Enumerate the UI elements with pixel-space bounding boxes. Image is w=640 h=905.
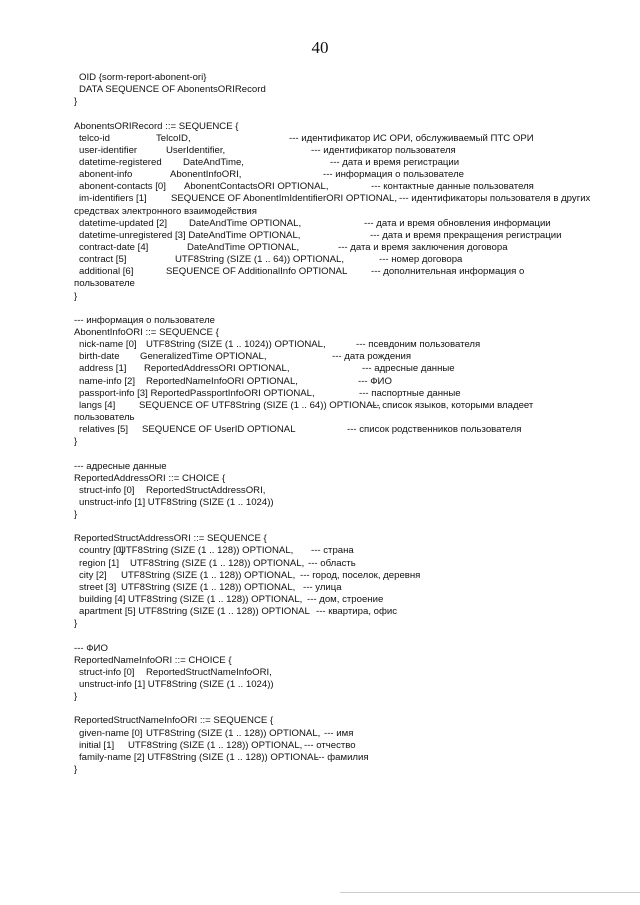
code-text: UTF8String (SIZE (1 .. 128)) OPTIONAL, [128, 594, 303, 606]
code-text: ReportedStructNameInfoORI ::= SEQUENCE { [74, 715, 274, 727]
code-text: SEQUENCE OF UserID OPTIONAL [142, 424, 296, 436]
comment-text: --- адресные данные [74, 460, 167, 472]
comment-text: --- отчество [304, 739, 356, 751]
code-text: nick-name [0] [79, 339, 137, 351]
code-line [74, 400, 634, 412]
code-text: SEQUENCE OF AbonentImIdentifierORI OPTIONAL, [171, 193, 398, 205]
code-text: initial [1] [79, 739, 115, 751]
code-text: datetime-unregistered [3] DateAndTime OPTIONAL, [79, 229, 301, 241]
code-text: abonent-contacts [0] [79, 181, 166, 193]
code-text: struct-info [0] [79, 484, 135, 496]
comment-text: --- контактные данные пользователя [371, 181, 534, 193]
comment-text: --- фамилия [315, 751, 369, 763]
code-line [74, 327, 634, 339]
comment-text: --- адресные данные [362, 363, 455, 375]
comment-text: --- информация о пользователе [323, 169, 465, 181]
comment-text: --- номер договора [379, 254, 463, 266]
code-text: AbonentsORIRecord ::= SEQUENCE { [74, 120, 239, 132]
code-line [74, 582, 634, 594]
code-text: ReportedStructAddressORI, [146, 484, 266, 496]
code-text: ReportedStructAddressORI ::= SEQUENCE { [74, 533, 267, 545]
code-line [74, 254, 634, 266]
code-line [74, 266, 634, 278]
code-line [74, 509, 634, 521]
code-text: region [1] [79, 557, 120, 569]
code-text: street [3] [79, 581, 117, 593]
code-text: } [74, 691, 78, 703]
code-line [74, 218, 634, 230]
code-line [74, 121, 634, 133]
code-line [74, 461, 634, 473]
comment-text: --- дата и время обновления информации [364, 217, 551, 229]
code-text: ReportedAddressORI OPTIONAL, [144, 363, 290, 375]
comment-text: --- паспортные данные [359, 387, 461, 399]
code-line [74, 618, 634, 630]
code-line [74, 728, 634, 740]
code-text: abonent-info [79, 169, 133, 181]
code-line [74, 497, 634, 509]
code-text: passport-info [3] ReportedPassportInfoORI OPTIONAL, [79, 387, 315, 399]
code-text: } [74, 436, 78, 448]
code-text: telco-id [79, 132, 110, 144]
code-text: средствах электронного взаимодействия [74, 205, 257, 217]
comment-text: --- дом, строение [307, 594, 384, 606]
code-text: ReportedNameInfoORI ::= CHOICE { [74, 654, 232, 666]
code-text: struct-info [0] [79, 666, 135, 678]
code-line [74, 242, 634, 254]
code-text: apartment [5] UTF8String (SIZE (1 .. 128)) OPTIONAL [79, 606, 310, 618]
code-text: UTF8String (SIZE (1 .. 64)) OPTIONAL, [175, 254, 344, 266]
code-text: GeneralizedTime OPTIONAL, [140, 351, 267, 363]
code-line [74, 764, 634, 776]
code-line [74, 339, 634, 351]
code-text: } [74, 764, 78, 776]
code-line [74, 363, 634, 375]
page-edge-line [340, 892, 640, 893]
code-text: DateAndTime OPTIONAL, [187, 241, 300, 253]
code-line [74, 545, 634, 557]
code-text: SEQUENCE OF AdditionalInfo OPTIONAL [166, 266, 348, 278]
code-text: given-name [0] [79, 727, 143, 739]
comment-text: --- квартира, офис [316, 606, 398, 618]
comment-text: --- улица [303, 581, 342, 593]
code-line [74, 558, 634, 570]
code-text: family-name [2] UTF8String (SIZE (1 .. 128)) OPTIONAL [79, 751, 319, 763]
code-line [74, 388, 634, 400]
code-line [74, 594, 634, 606]
code-text: пользователе [74, 278, 135, 290]
code-line [74, 169, 634, 181]
comment-text: --- дата и время регистрации [330, 156, 460, 168]
code-text: пользователь [74, 411, 135, 423]
code-text: } [74, 96, 78, 108]
code-text: city [2] [79, 569, 107, 581]
comment-text: --- дополнительная информация о [371, 266, 525, 278]
code-text: contract-date [4] [79, 241, 149, 253]
code-text: SEQUENCE OF UTF8String (SIZE (1 .. 64)) OPTIONAL, [139, 399, 381, 411]
code-line [74, 84, 634, 96]
code-line [74, 351, 634, 363]
code-text: DATA SEQUENCE OF AbonentsORIRecord [79, 84, 266, 96]
code-line [74, 133, 634, 145]
comment-text: --- дата и время прекращения регистрации [370, 229, 562, 241]
code-text: birth-date [79, 351, 120, 363]
code-text: additional [6] [79, 266, 134, 278]
code-text: building [4] [79, 594, 126, 606]
comment-text: --- идентификатор ИС ОРИ, обслуживаемый ПТС ОРИ [289, 132, 534, 144]
code-text: AbonentContactsORI OPTIONAL, [184, 181, 329, 193]
code-text: } [74, 509, 78, 521]
code-line [74, 655, 634, 667]
code-text: address [1] [79, 363, 127, 375]
comment-text: --- ФИО [74, 642, 108, 654]
comment-text: --- имя [324, 727, 354, 739]
code-text: UTF8String (SIZE (1 .. 128)) OPTIONAL, [121, 569, 296, 581]
code-line [74, 72, 634, 84]
comment-text: --- дата и время заключения договора [338, 241, 508, 253]
code-line [74, 206, 634, 218]
code-line [74, 740, 634, 752]
comment-text: --- ФИО [358, 375, 392, 387]
code-line [74, 96, 634, 108]
code-line [74, 606, 634, 618]
code-text: } [74, 290, 78, 302]
code-text: ReportedAddressORI ::= CHOICE { [74, 472, 226, 484]
code-text: ReportedNameInfoORI OPTIONAL, [146, 375, 298, 387]
code-line [74, 436, 634, 448]
code-text: UTF8String (SIZE (1 .. 128)) OPTIONAL, [119, 545, 294, 557]
code-line [74, 157, 634, 169]
comment-text: --- дата рождения [332, 351, 412, 363]
code-line [74, 752, 634, 764]
page-number: 40 [311, 38, 329, 57]
comment-text: --- идентификаторы пользователя в других [399, 193, 591, 205]
comment-text: --- город, поселок, деревня [300, 569, 421, 581]
code-text: OID {sorm-report-abonent-ori} [79, 72, 207, 83]
code-line [74, 667, 634, 679]
code-line [74, 473, 634, 485]
code-text: UTF8String (SIZE (1 .. 128)) OPTIONAL, [121, 581, 296, 593]
code-text: AbonentInfoORI, [170, 169, 242, 181]
code-text: UTF8String (SIZE (1 .. 128)) OPTIONAL, [130, 557, 305, 569]
comment-text: --- информация о пользователе [74, 314, 216, 326]
code-text: AbonentInfoORI ::= SEQUENCE { [74, 326, 219, 338]
comment-text: --- страна [311, 545, 354, 557]
code-line [74, 715, 634, 727]
code-text: langs [4] [79, 399, 116, 411]
code-text: UTF8String (SIZE (1 .. 128)) OPTIONAL, [128, 739, 303, 751]
code-line [74, 376, 634, 388]
code-text: ReportedStructNameInfoORI, [146, 666, 272, 678]
code-line [74, 278, 634, 290]
comment-text: --- область [308, 557, 356, 569]
code-text: UTF8String (SIZE (1 .. 1024)) OPTIONAL, [146, 339, 326, 351]
code-text: user-identifier [79, 144, 138, 156]
asn1-listing [74, 72, 634, 776]
code-line [74, 291, 634, 303]
code-text: DateAndTime, [183, 156, 244, 168]
code-line [74, 193, 634, 205]
code-line [74, 145, 634, 157]
comment-text: --- идентификатор пользователя [311, 144, 456, 156]
code-text: unstruct-info [1] UTF8String (SIZE (1 .. 1024)) [79, 496, 274, 508]
code-text: name-info [2] [79, 375, 135, 387]
code-line [74, 691, 634, 703]
comment-text: --- псевдоним пользователя [356, 339, 481, 351]
code-text: unstruct-info [1] UTF8String (SIZE (1 .. 1024)) [79, 679, 274, 691]
comment-text: --- список языков, которыми владеет [370, 399, 534, 411]
code-line [74, 643, 634, 655]
code-text: country [0] [79, 545, 124, 557]
code-text: relatives [5] [79, 424, 129, 436]
comment-text: --- список родственников пользователя [347, 424, 522, 436]
code-text: datetime-updated [2] [79, 217, 168, 229]
code-line [74, 570, 634, 582]
code-text: TelcoID, [156, 132, 191, 144]
code-line [74, 485, 634, 497]
code-text: datetime-registered [79, 156, 162, 168]
code-text: DateAndTime OPTIONAL, [189, 217, 302, 229]
code-line [74, 181, 634, 193]
code-line [74, 533, 634, 545]
code-line [74, 412, 634, 424]
code-line [74, 230, 634, 242]
code-text: UTF8String (SIZE (1 .. 128)) OPTIONAL, [146, 727, 321, 739]
code-line [74, 679, 634, 691]
code-line [74, 315, 634, 327]
code-text: } [74, 618, 78, 630]
code-text: im-identifiers [1] [79, 193, 147, 205]
code-text: UserIdentifier, [166, 144, 226, 156]
code-line [74, 424, 634, 436]
code-text: contract [5] [79, 254, 127, 266]
